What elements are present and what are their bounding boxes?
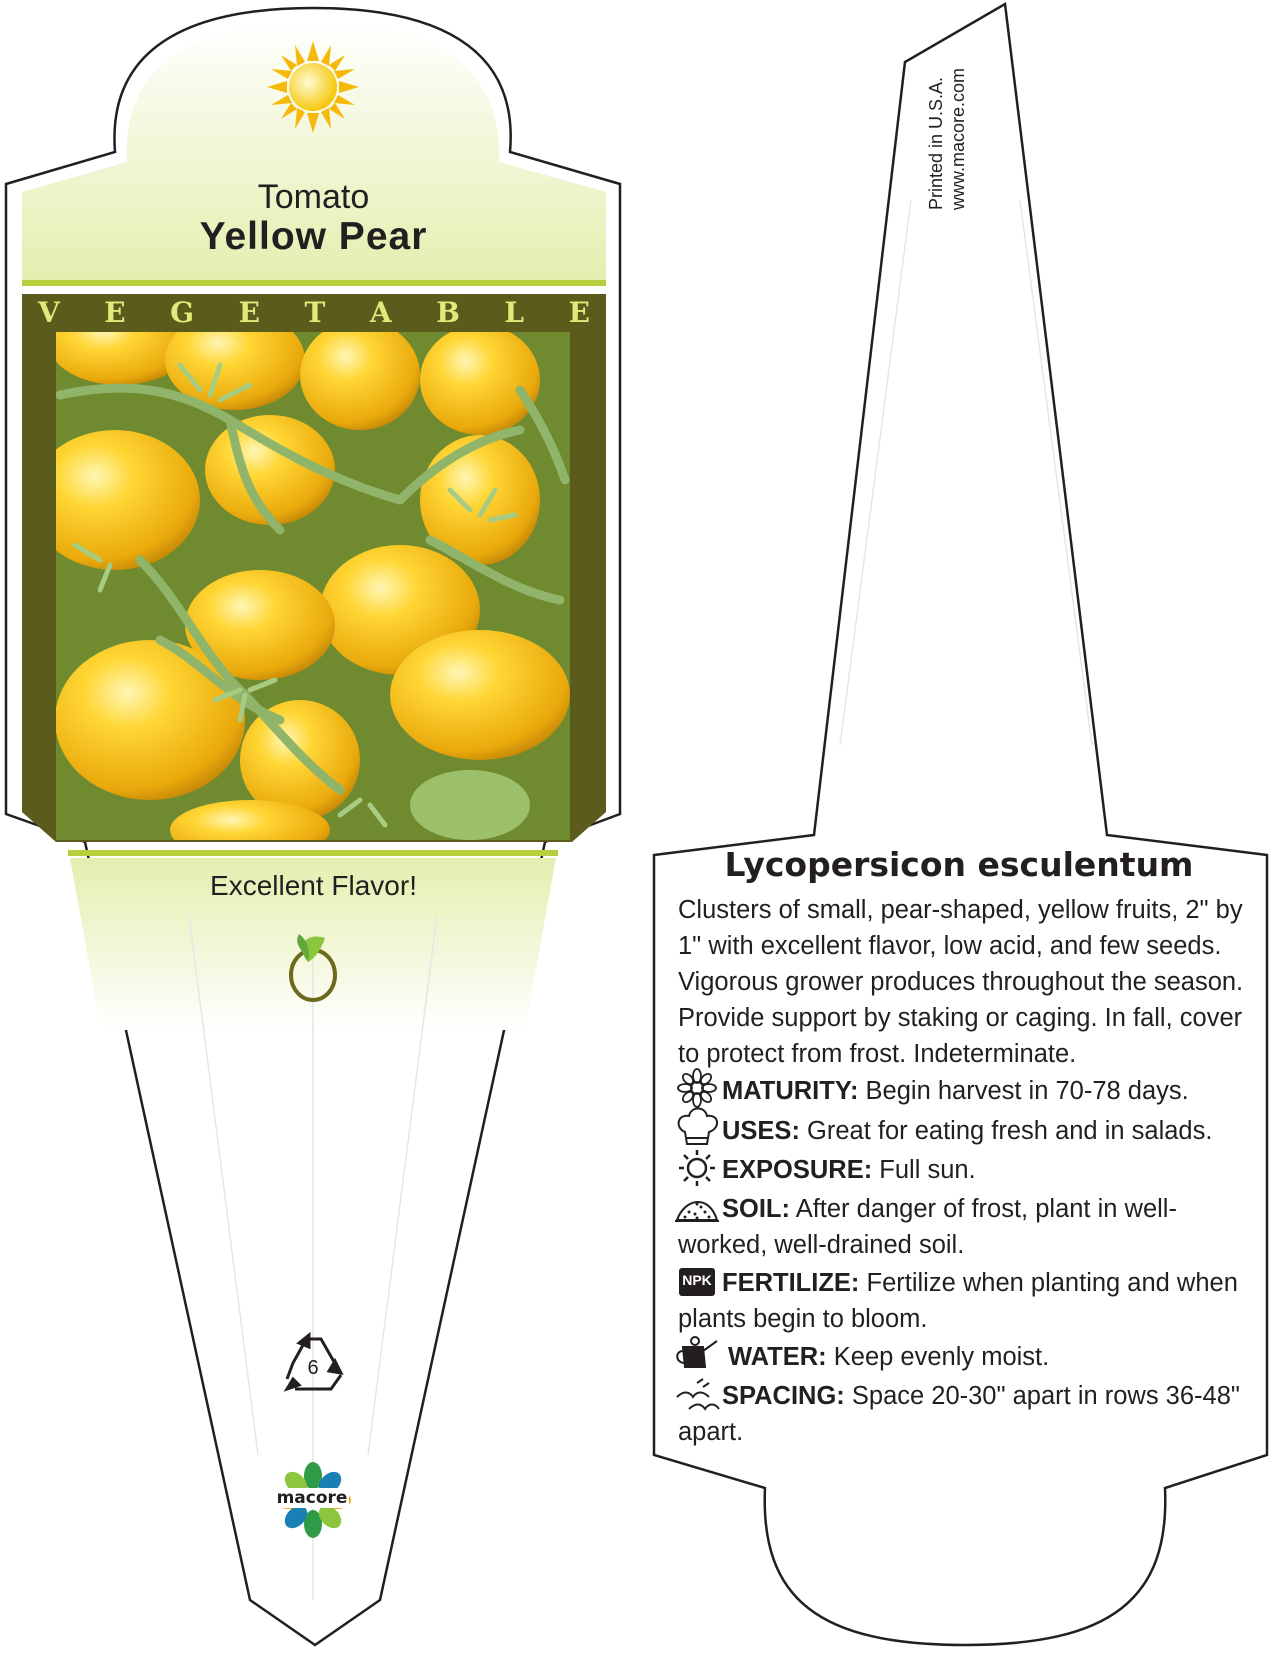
care-text: Space 20-30" apart in rows 36-48" apart. [678, 1382, 1240, 1446]
care-label: FERTILIZE: [722, 1269, 860, 1297]
care-maturity [678, 1072, 1253, 1109]
category-letter: V [38, 296, 60, 329]
website: www.macore.com [948, 67, 968, 210]
category-letter: L [504, 296, 525, 329]
botanical-name: Lycopersicon esculentum [724, 845, 1194, 884]
brand-name [262, 1488, 362, 1508]
yellow-pear-tomatoes-photo [30, 305, 570, 860]
care-label: WATER: [728, 1343, 827, 1371]
recycle-number: 6 [307, 1357, 319, 1379]
brand-name-text: macore [276, 1488, 348, 1508]
care-text: After danger of frost, plant in well-worked, well-drained soil. [678, 1195, 1177, 1259]
common-name: Tomato [257, 178, 370, 216]
care-label: USES: [722, 1117, 800, 1145]
care-label: MATURITY: [722, 1077, 859, 1105]
care-fertilize [678, 1264, 1253, 1337]
tagline: Excellent Flavor! [210, 870, 417, 901]
category-letter: T [304, 296, 326, 329]
category-letter: E [238, 296, 260, 329]
print-info [925, 10, 995, 210]
care-text: Keep evenly moist. [833, 1343, 1050, 1371]
care-exposure [678, 1151, 1253, 1188]
care-uses [678, 1112, 1253, 1149]
category-letter: E [104, 296, 126, 329]
care-water [678, 1338, 1253, 1375]
variety-name: Yellow Pear [199, 215, 428, 258]
category-band [22, 295, 606, 328]
care-soil [678, 1190, 1253, 1263]
care-label: SOIL: [722, 1195, 790, 1223]
care-text: Fertilize when planting and when plants begin to bloom. [678, 1269, 1238, 1333]
category-letter: E [568, 296, 590, 329]
printed-in: Printed in U.S.A. [926, 76, 946, 210]
care-spacing [678, 1377, 1253, 1450]
npk-badge: NPK [682, 1272, 712, 1288]
category-letter: G [170, 296, 195, 329]
category-letter: B [436, 296, 460, 329]
description: Clusters of small, pear-shaped, yellow fruits, 2" by 1" with excellent flavor, low acid, and few seeds. Vigorous grower produces throughout the season. Provide support by staking or caging. In fall, cover to protect from frost. Indeterminate. [678, 896, 1244, 1068]
care-text: Great for eating fresh and in salads. [807, 1117, 1213, 1145]
care-label: EXPOSURE: [722, 1156, 873, 1184]
care-label: SPACING: [722, 1382, 845, 1410]
care-text: Full sun. [879, 1156, 976, 1184]
care-text: Begin harvest in 70-78 days. [865, 1077, 1189, 1105]
category-letter: A [369, 296, 392, 329]
